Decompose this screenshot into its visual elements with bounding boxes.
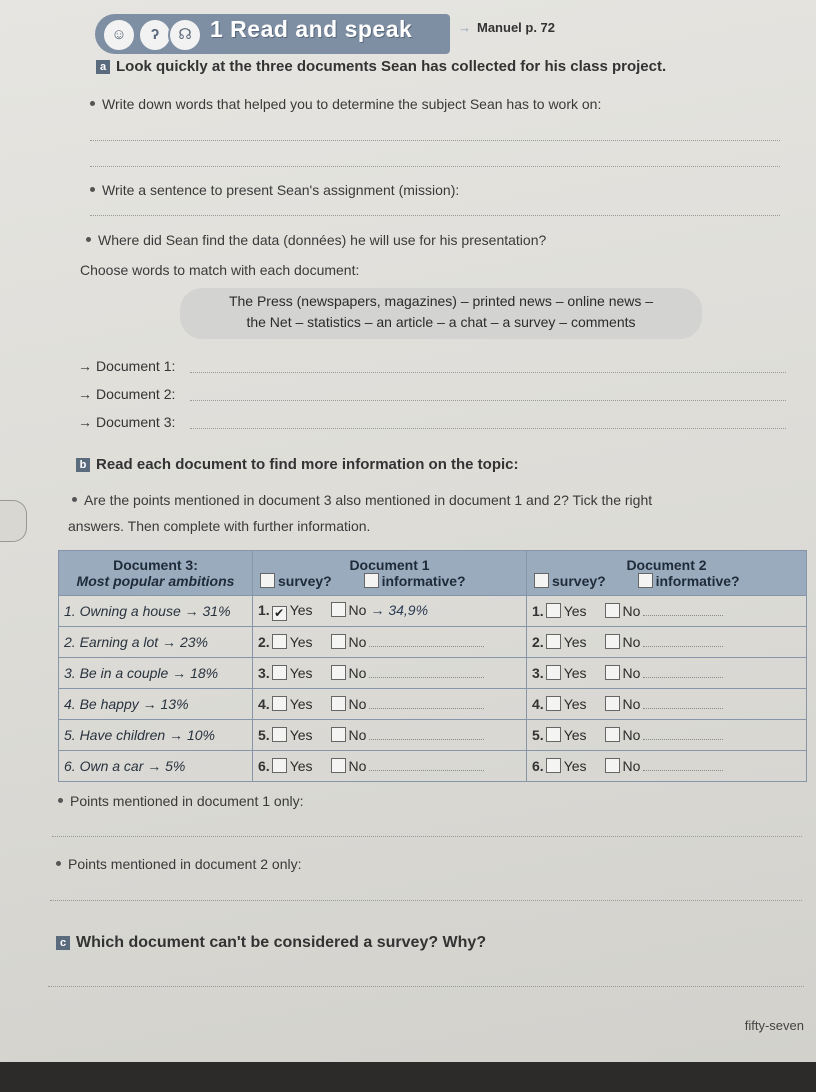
yes-label: Yes — [563, 758, 587, 774]
doc2-no-checkbox[interactable] — [605, 696, 620, 711]
doc1-answer-cell — [253, 689, 527, 720]
table-row — [59, 627, 807, 658]
ear-icon: ʔ — [138, 18, 172, 52]
doc1-no-checkbox[interactable] — [331, 727, 346, 742]
word-bank — [180, 288, 702, 339]
yes-label: Yes — [289, 634, 313, 650]
doc1-type-options — [258, 573, 521, 589]
row-number: 1. — [532, 603, 544, 619]
no-label: No — [622, 758, 641, 774]
question-3 — [86, 232, 546, 248]
doc1-answer-cell — [253, 627, 527, 658]
row-number: 5. — [258, 727, 270, 743]
doc2-answer-cell — [527, 720, 807, 751]
section-a-heading-text: Look quickly at the three documents Sean has collected for his class project. — [116, 58, 667, 75]
no-label: No — [348, 727, 367, 743]
page-title: 1 Read and speak — [210, 16, 413, 42]
manuel-label: Manuel p. 72 — [477, 20, 556, 35]
speech-face-icon: ☺ — [102, 18, 136, 52]
doc1-survey-label: survey? — [278, 573, 332, 589]
yes-label: Yes — [563, 603, 587, 619]
bullet-icon — [90, 101, 95, 106]
ambition-label: 5. Have children → 10% — [59, 720, 253, 751]
answer-line[interactable] — [369, 760, 484, 771]
row-number: 5. — [532, 727, 544, 743]
row-number: 2. — [258, 634, 270, 650]
yes-label: Yes — [289, 696, 313, 712]
ear-icon-2: ☊ — [168, 18, 202, 52]
doc2-yes-checkbox[interactable] — [546, 727, 561, 742]
document-2-label — [78, 386, 175, 402]
table-row — [59, 720, 807, 751]
points-doc1-text: Points mentioned in document 1 only: — [70, 793, 304, 809]
arrow-right-icon: → — [78, 386, 92, 402]
doc2-no-checkbox[interactable] — [605, 727, 620, 742]
yes-label: Yes — [289, 727, 313, 743]
doc1-no-checkbox[interactable] — [331, 758, 346, 773]
doc1-yes-checkbox[interactable] — [272, 727, 287, 742]
no-label: No — [622, 634, 641, 650]
doc2-no-checkbox[interactable] — [605, 634, 620, 649]
answer-line[interactable] — [643, 605, 723, 616]
no-label: No — [348, 634, 367, 650]
answer-line[interactable] — [643, 729, 723, 740]
document-1-label — [78, 358, 175, 374]
doc1-answer-cell — [253, 658, 527, 689]
doc2-yes-checkbox[interactable] — [546, 758, 561, 773]
row-number: 4. — [258, 696, 270, 712]
answer-line[interactable] — [643, 636, 723, 647]
doc2-answer-cell — [527, 596, 807, 627]
section-b-heading-text: Read each document to find more information on the topic: — [96, 456, 519, 473]
doc1-no-checkbox[interactable] — [331, 665, 346, 680]
doc2-answer-cell — [527, 658, 807, 689]
yes-label: Yes — [563, 634, 587, 650]
word-bank-line-1: The Press (newspapers, magazines) – printed news – online news – — [228, 293, 654, 309]
word-bank-line-2: the Net – statistics – an article – a chat – a survey – comments — [246, 314, 636, 330]
doc2-yes-checkbox[interactable] — [546, 634, 561, 649]
yes-label: Yes — [289, 665, 313, 681]
yes-label: Yes — [563, 696, 587, 712]
doc1-note: → 34,9% — [370, 601, 429, 618]
document-3-answer-line[interactable] — [190, 428, 786, 429]
doc2-yes-checkbox[interactable] — [546, 603, 561, 618]
doc2-informative-label: informative? — [655, 573, 740, 589]
answer-line[interactable] — [369, 667, 484, 678]
arrow-right-icon: → — [78, 358, 92, 374]
doc1-survey-checkbox[interactable] — [260, 573, 275, 588]
ambition-label: 3. Be in a couple → 18% — [59, 658, 253, 689]
col-document-1 — [253, 551, 527, 596]
points-doc2-text: Points mentioned in document 2 only: — [68, 856, 302, 872]
col-document-3-subtitle: Most popular ambitions — [76, 573, 235, 589]
bullet-icon — [58, 798, 63, 803]
yes-label: Yes — [563, 727, 587, 743]
section-b-heading — [76, 456, 519, 473]
col-document-1-title: Document 1 — [349, 557, 430, 573]
yes-label: Yes — [289, 758, 313, 774]
doc1-yes-checkbox[interactable] — [272, 665, 287, 680]
answer-line[interactable] — [90, 215, 780, 216]
doc1-answer-cell — [253, 751, 527, 782]
doc1-answer-cell — [253, 596, 527, 627]
no-label: No — [348, 665, 367, 681]
col-document-2 — [527, 551, 807, 596]
table-row — [59, 751, 807, 782]
question-1-text: Write down words that helped you to determine the subject Sean has to work on: — [102, 96, 602, 112]
instruction: Choose words to match with each document: — [80, 262, 360, 278]
row-number: 3. — [258, 665, 270, 681]
col-document-2-title: Document 2 — [626, 557, 707, 573]
yes-label: Yes — [289, 601, 313, 618]
doc2-no-checkbox[interactable] — [605, 603, 620, 618]
doc2-survey-label: survey? — [552, 573, 606, 589]
section-a-heading — [96, 58, 666, 75]
section-c-heading — [56, 934, 486, 952]
manuel-reference — [458, 20, 555, 35]
row-number: 6. — [532, 758, 544, 774]
doc2-yes-checkbox[interactable] — [546, 665, 561, 680]
doc1-informative-checkbox[interactable] — [364, 573, 379, 588]
document-3-label — [78, 414, 175, 430]
doc1-yes-checkbox-checked[interactable]: ✔ — [272, 606, 287, 621]
doc1-no-checkbox[interactable] — [331, 634, 346, 649]
yes-label: Yes — [563, 665, 587, 681]
doc1-yes-checkbox[interactable] — [272, 634, 287, 649]
row-number: 6. — [258, 758, 270, 774]
no-label: No — [348, 601, 367, 618]
ambition-label: 2. Earning a lot → 23% — [59, 627, 253, 658]
document-2-answer-line[interactable] — [190, 400, 786, 401]
table-row — [59, 658, 807, 689]
answer-line[interactable] — [643, 698, 723, 709]
no-label: No — [348, 696, 367, 712]
doc2-answer-cell — [527, 751, 807, 782]
doc1-yes-checkbox[interactable] — [272, 696, 287, 711]
question-b-line-2: answers. Then complete with further information. — [68, 518, 371, 534]
doc1-informative-label: informative? — [381, 573, 466, 589]
doc1-answer-cell — [253, 720, 527, 751]
ambition-label: 6. Own a car → 5% — [59, 751, 253, 782]
row-number: 3. — [532, 665, 544, 681]
doc2-survey-checkbox[interactable] — [534, 573, 549, 588]
question-1 — [90, 96, 601, 112]
document-1-text: Document 1: — [96, 358, 176, 374]
no-label: No — [622, 603, 641, 619]
answer-line[interactable] — [52, 836, 802, 837]
answer-line[interactable] — [50, 900, 802, 901]
answer-line[interactable] — [643, 667, 723, 678]
section-b-letter: b — [76, 458, 90, 472]
col-document-3-title: Document 3: — [113, 557, 198, 573]
no-label: No — [622, 727, 641, 743]
ambition-label: 4. Be happy → 13% — [59, 689, 253, 720]
doc2-informative-checkbox[interactable] — [638, 573, 653, 588]
arrow-right-icon: → — [458, 20, 471, 35]
comparison-table — [58, 550, 807, 782]
doc1-no-checkbox[interactable] — [331, 696, 346, 711]
no-label: No — [622, 665, 641, 681]
document-2-text: Document 2: — [96, 386, 176, 402]
answer-line[interactable] — [90, 140, 780, 141]
row-number: 1. — [258, 601, 270, 618]
bullet-icon — [56, 861, 61, 866]
no-label: No — [622, 696, 641, 712]
section-c-heading-text: Which document can't be considered a survey? Why? — [76, 934, 487, 951]
doc2-answer-cell — [527, 689, 807, 720]
background-surface — [0, 1062, 816, 1092]
binder-tab — [0, 500, 27, 542]
doc2-type-options — [532, 573, 801, 589]
answer-line[interactable] — [369, 698, 484, 709]
question-2-text: Write a sentence to present Sean's assignment (mission): — [102, 182, 460, 198]
row-number: 4. — [532, 696, 544, 712]
question-3-text: Where did Sean find the data (données) he will use for his presentation? — [98, 232, 547, 248]
doc2-yes-checkbox[interactable] — [546, 696, 561, 711]
doc1-yes-checkbox[interactable] — [272, 758, 287, 773]
points-doc2-prompt — [56, 856, 301, 872]
answer-line[interactable] — [48, 986, 804, 987]
doc2-no-checkbox[interactable] — [605, 758, 620, 773]
question-b-line-1: Are the points mentioned in document 3 also mentioned in document 1 and 2? Tick the right — [84, 492, 653, 508]
bullet-icon — [72, 497, 77, 502]
doc2-no-checkbox[interactable] — [605, 665, 620, 680]
bullet-icon — [86, 237, 91, 242]
page-number: fifty-seven — [744, 1018, 804, 1033]
points-doc1-prompt — [58, 793, 303, 809]
document-1-answer-line[interactable] — [190, 372, 786, 373]
answer-line[interactable] — [90, 166, 780, 167]
col-document-3 — [59, 551, 253, 596]
section-a-letter: a — [96, 60, 110, 74]
row-number: 2. — [532, 634, 544, 650]
question-2 — [90, 182, 459, 198]
document-3-text: Document 3: — [96, 414, 176, 430]
question-b — [72, 492, 652, 508]
bullet-icon — [90, 187, 95, 192]
no-label: No — [348, 758, 367, 774]
section-c-letter: c — [56, 936, 70, 950]
table-row — [59, 689, 807, 720]
answer-line[interactable] — [643, 760, 723, 771]
doc2-answer-cell — [527, 627, 807, 658]
table-row — [59, 596, 807, 627]
arrow-right-icon: → — [78, 414, 92, 430]
answer-line[interactable] — [369, 636, 484, 647]
answer-line[interactable] — [369, 729, 484, 740]
ambition-label: 1. Owning a house → 31% — [59, 596, 253, 627]
doc1-no-checkbox[interactable] — [331, 602, 346, 617]
